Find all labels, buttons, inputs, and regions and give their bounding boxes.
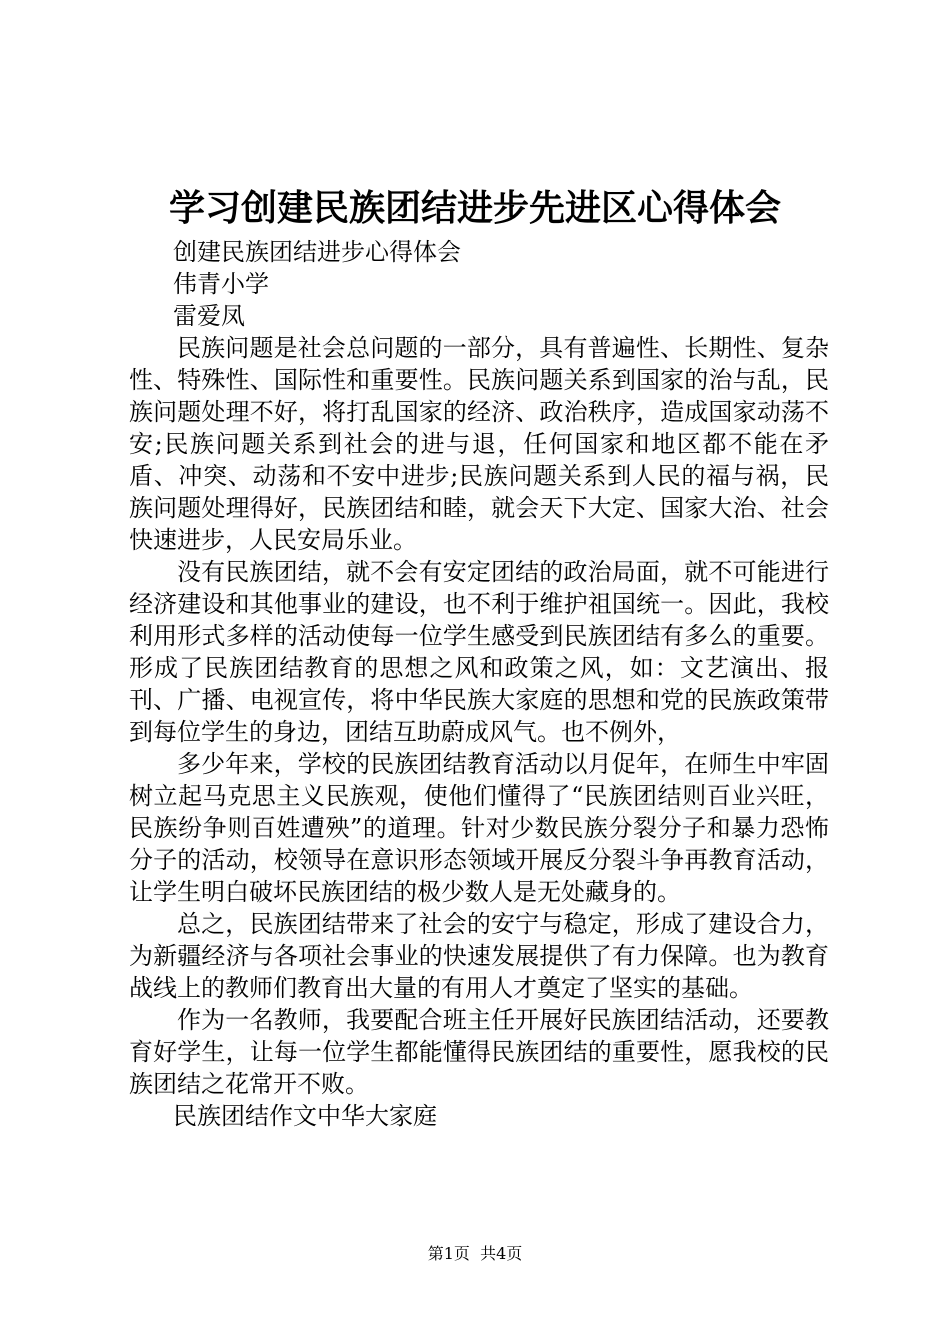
paragraph-4: 总之，民族团结带来了社会的安宁与稳定，形成了建设合力，为新疆经济与各项社会事业的快速发展提供了有力保障。也为教育战线上的教师们教育出大量的有用人才奠定了坚实的基础。	[129, 910, 829, 1002]
author-name: 雷爱凤	[173, 302, 245, 330]
page-number: 第1页	[427, 1244, 470, 1263]
paragraph-2: 没有民族团结，就不会有安定团结的政治局面，就不可能进行经济建设和其他事业的建设，也不利于维护祖国统一。因此，我校利用形式多样的活动使每一位学生感受到民族团结有多么的重要。形成了民族团结教育的思想之风和政策之风，如：文艺演出、报刊、广播、电视宣传，将中华民族大家庭的思想和党的民族政策带到每位学生的身边，团结互助蔚成风气。也不例外，	[129, 558, 829, 746]
page-total: 共4页	[480, 1244, 523, 1263]
closing-heading: 民族团结作文中华大家庭	[173, 1102, 437, 1130]
page-footer	[0, 1242, 950, 1266]
subtitle: 创建民族团结进步心得体会	[173, 238, 461, 266]
school-name: 伟青小学	[173, 270, 269, 298]
paragraph-1: 民族问题是社会总问题的一部分，具有普遍性、长期性、复杂性、特殊性、国际性和重要性。民族问题关系到国家的治与乱，民族问题处理不好，将打乱国家的经济、政治秩序，造成国家动荡不安;民族问题关系到社会的进与退，任何国家和地区都不能在矛盾、冲突、动荡和不安中进步;民族问题关系到人民的福与祸，民族问题处理得好，民族团结和睦，就会天下大定、国家大治、社会快速进步，人民安局乐业。	[129, 334, 829, 554]
paragraph-3: 多少年来，学校的民族团结教育活动以月促年，在师生中牢固树立起马克思主义民族观，使他们懂得了“民族团结则百业兴旺，民族纷争则百姓遭殃”的道理。针对少数民族分裂分子和暴力恐怖分子的活动，校领导在意识形态领域开展反分裂斗争再教育活动，让学生明白破坏民族团结的极少数人是无处藏身的。	[129, 750, 829, 906]
document-title: 学习创建民族团结进步先进区心得体会	[168, 188, 781, 229]
document-body	[129, 236, 829, 1132]
paragraph-5: 作为一名教师，我要配合班主任开展好民族团结活动，还要教育好学生，让每一位学生都能懂得民族团结的重要性，愿我校的民族团结之花常开不败。	[129, 1006, 829, 1098]
